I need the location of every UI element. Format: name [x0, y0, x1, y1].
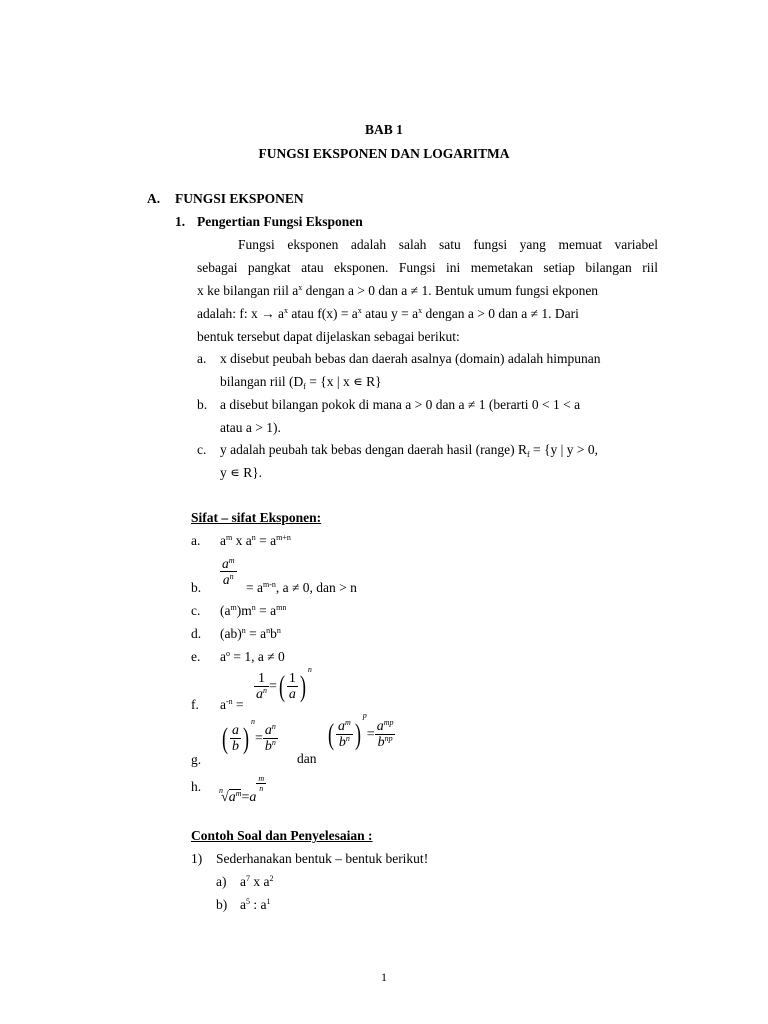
question-label: 1) — [191, 851, 203, 866]
property-b-fraction: $\frac{a^m}{a^n}$ — [222, 556, 235, 587]
definition-a-line-2: bilangan riil ($D_f = \{x$ | x ∊ R} — [220, 374, 382, 391]
property-h-formula: $^n√a^m=a$ $\frac{m}{n}$ — [219, 774, 265, 805]
property-label: f. — [191, 697, 199, 712]
definition-b-line-2: atau a > 1). — [220, 420, 281, 435]
question-part-label: b) — [216, 897, 228, 912]
property-g-formula-2: ( $\frac{a^m}{b^n}$ )$^p$= $\frac{a^{mp}}{b^{np}}$ — [328, 711, 394, 751]
property-label: e. — [191, 649, 201, 664]
intro-line-3: x ke bilangan riil $a^x$ dengan a > 0 dan a ≠ 1. Bentuk umum fungsi ekponen — [197, 283, 599, 298]
property-e-formula: $a^o = 1$, a ≠ 0 — [220, 649, 285, 664]
property-g-formula-1: ( $\frac{a}{b}$ )$^n$= $\frac{a^n}{b^n}$ — [222, 717, 276, 755]
question-text: Sederhanakan bentuk – bentuk berikut! — [216, 851, 429, 866]
property-f-rhs: $\frac{1}{a^n}$ =( $\frac{1}{a}$ )$^n$ — [256, 665, 312, 703]
subsection-label: 1. — [175, 214, 186, 229]
definition-c-line-1: y adalah peubah tak bebas dengan daerah hasil (range) $R_f = \{y$ | y > 0, — [220, 442, 598, 459]
property-label: g. — [191, 752, 202, 767]
property-b-formula: = $a^{m-n}$, a ≠ 0, dan > n — [246, 580, 357, 595]
chapter-title: FUNGSI EKSPONEN DAN LOGARITMA — [258, 146, 510, 161]
property-a-formula: $a^m$ x $a^n = a^{m+n}$ — [220, 533, 291, 548]
chapter-label: BAB 1 — [365, 122, 403, 137]
definition-c-line-2: y ∊ R}. — [220, 465, 263, 480]
property-label: c. — [191, 603, 201, 618]
definition-a-line-1: x disebut peubah bebas dan daerah asalnya (domain) adalah himpunan — [220, 351, 601, 366]
section-label: A. — [147, 191, 161, 206]
intro-line-4: adalah: f: $x \to a^x$ atau $f(x) = a^x$ atau $y = a^x$ dengan a > 0 dan a ≠ 1. Dari — [197, 306, 579, 321]
page-number: 1 — [381, 970, 387, 984]
definition-label: c. — [197, 442, 207, 457]
section-title: FUNGSI EKSPONEN — [175, 191, 304, 206]
property-label: h. — [191, 779, 202, 794]
subsection-title: Pengertian Fungsi Eksponen — [197, 214, 363, 229]
property-c-formula: $(a^m)m^n = a^{mn}$ — [220, 603, 287, 618]
question-part-label: a) — [216, 874, 227, 889]
definition-label: a. — [197, 351, 207, 366]
intro-line-2: sebagai pangkat atau eksponen. Fungsi ini memetakan setiap bilangan riil — [197, 260, 658, 275]
question-part-b: $a^5$ : $a^1$ — [240, 897, 271, 912]
property-g-conjunction: dan — [297, 751, 317, 766]
definition-b-line-1: a disebut bilangan pokok di mana a > 0 dan a ≠ 1 (berarti 0 < 1 < a — [220, 397, 581, 412]
property-label: d. — [191, 626, 202, 641]
property-d-formula: $(ab)^n = a^nb^n$ — [220, 626, 281, 641]
intro-line-5: bentuk tersebut dapat dijelaskan sebagai berikut: — [197, 329, 460, 344]
properties-heading: Sifat – sifat Eksponen: — [191, 510, 322, 525]
property-label: a. — [191, 533, 201, 548]
property-label: b. — [191, 580, 202, 595]
definition-label: b. — [197, 397, 208, 412]
examples-heading: Contoh Soal dan Penyelesaian : — [191, 828, 373, 843]
property-f-lhs: $a^{-n}$ = — [220, 697, 244, 712]
question-part-a: $a^7$ x $a^2$ — [240, 874, 274, 889]
intro-line-1: Fungsi eksponen adalah salah satu fungsi yang memuat variabel — [238, 237, 658, 252]
